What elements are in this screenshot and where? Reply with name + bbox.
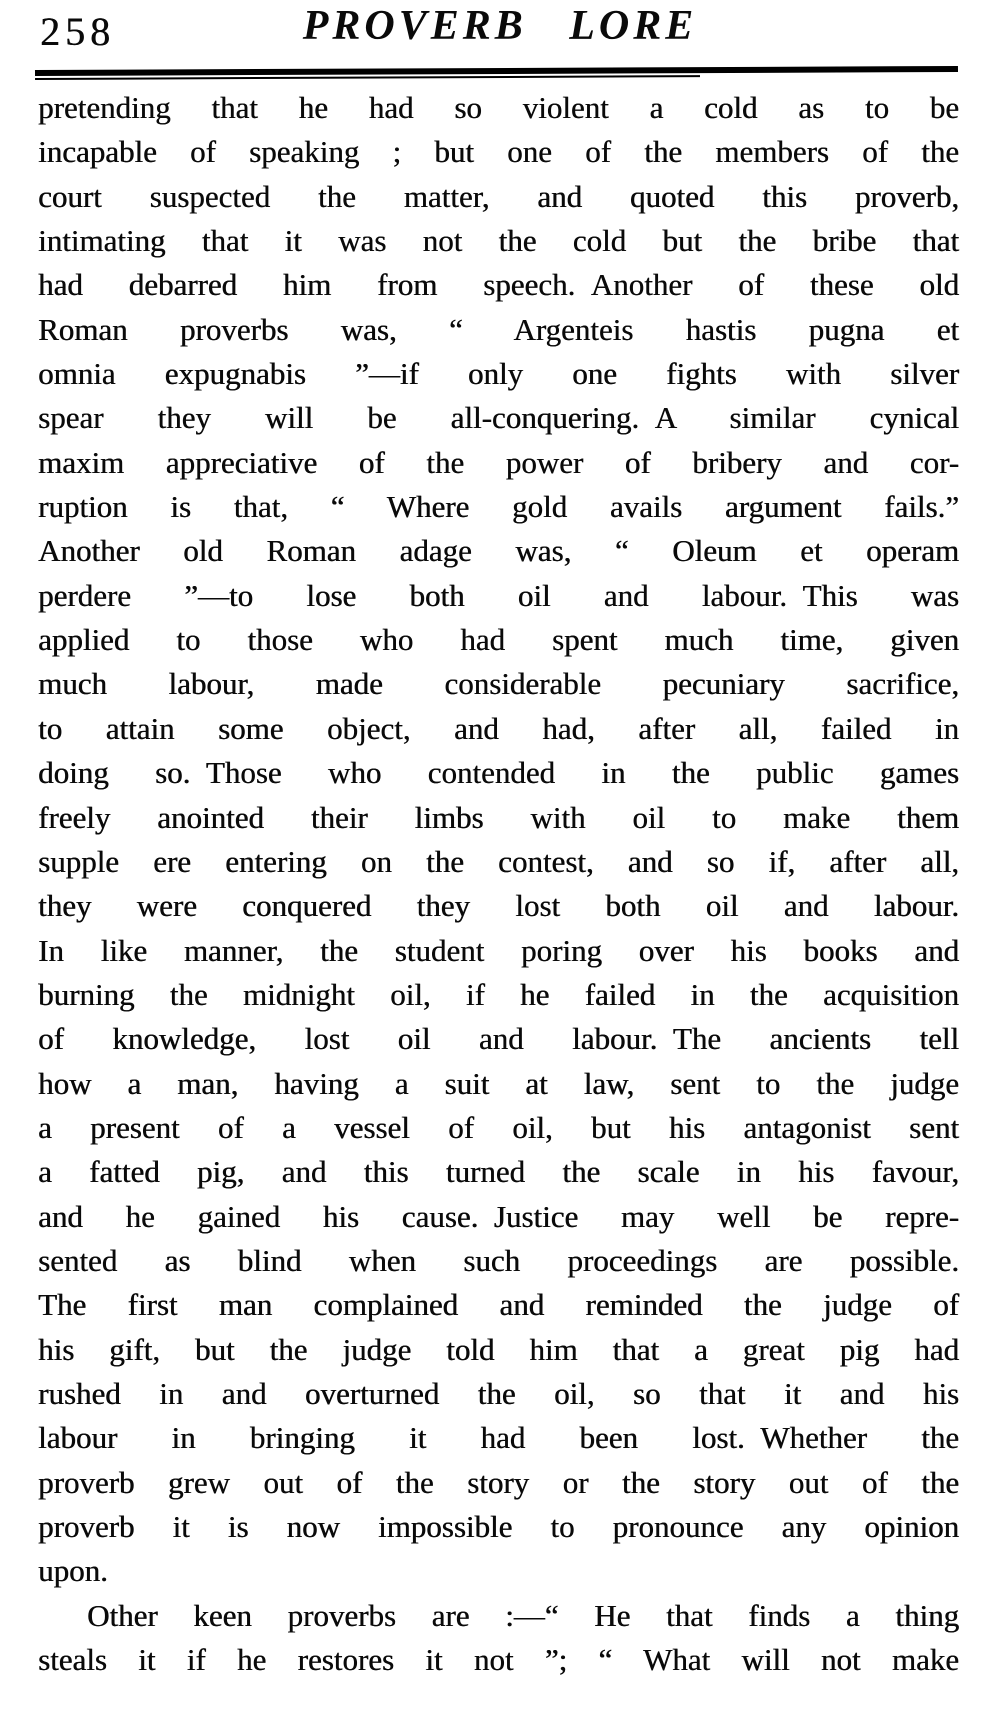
text-line: intimating that it was not the cold but the bribe that: [38, 223, 959, 259]
running-title: PROVERB LORE: [302, 3, 698, 49]
text-line: Another old Roman adage was, “ Oleum et operam: [38, 533, 959, 569]
text-line: doing so. Those who contended in the public games: [38, 755, 959, 791]
text-line: omnia expugnabis ”—if only one fights with silver: [38, 356, 959, 392]
text-line: ruption is that, “ Where gold avails argument fails.”: [38, 489, 959, 525]
text-line: perdere ”—to lose both oil and labour. This was: [38, 577, 959, 613]
text-line: labour in bringing it had been lost. Whether the: [38, 1420, 959, 1456]
text-line: his gift, but the judge told him that a great pig had: [38, 1331, 959, 1367]
text-line: steals it if he restores it not ”; “ What will not make: [38, 1642, 959, 1678]
text-line: spear they will be all-conquering. A similar cynical: [38, 400, 959, 436]
text-line: they were conquered they lost both oil and labour.: [38, 888, 959, 924]
text-line: sented as blind when such proceedings are possible.: [38, 1242, 959, 1278]
text-line: had debarred him from speech. Another of these old: [38, 267, 959, 303]
text-line: applied to those who had spent much time, given: [38, 622, 959, 658]
text-line: proverb grew out of the story or the story out of the: [38, 1464, 959, 1500]
text-line: freely anointed their limbs with oil to make them: [38, 799, 959, 835]
text-line: rushed in and overturned the oil, so that it and his: [38, 1375, 959, 1411]
header-rule-thin: [35, 75, 700, 80]
text-line: a present of a vessel of oil, but his antagonist sent: [38, 1109, 959, 1145]
text-line: supple ere entering on the contest, and so if, after all,: [38, 843, 959, 879]
text-line: how a man, having a suit at law, sent to the judge: [38, 1065, 959, 1101]
text-line: maxim appreciative of the power of bribery and cor-: [38, 444, 959, 480]
text-line: and he gained his cause. Justice may well be repre-: [38, 1198, 959, 1234]
text-line: of knowledge, lost oil and labour. The ancients tell: [38, 1021, 959, 1057]
text-line: upon.: [38, 1553, 108, 1589]
text-line: much labour, made considerable pecuniary sacrifice,: [38, 666, 959, 702]
text-line: a fatted pig, and this turned the scale in his favour,: [38, 1154, 959, 1190]
text-line: burning the midnight oil, if he failed in the acquisition: [38, 976, 959, 1012]
page-text: [38, 86, 959, 1682]
text-line: The first man complained and reminded the judge of: [38, 1287, 959, 1323]
text-line: pretending that he had so violent a cold as to be: [38, 90, 959, 125]
page-number: 258: [40, 9, 115, 54]
header-rule-thick: [35, 66, 958, 76]
text-line: Other keen proverbs are :—“ He that finds a thing: [87, 1597, 959, 1633]
text-line: incapable of speaking ; but one of the members of the: [38, 134, 959, 170]
text-line: proverb it is now impossible to pronounce any opinion: [38, 1509, 959, 1544]
text-line: Roman proverbs was, “ Argenteis hastis pugna et: [38, 311, 959, 347]
text-line: In like manner, the student poring over his books and: [38, 932, 959, 968]
text-line: to attain some object, and had, after all, failed in: [38, 710, 959, 746]
text-line: court suspected the matter, and quoted this proverb,: [38, 178, 959, 214]
header-rule: [35, 66, 958, 80]
